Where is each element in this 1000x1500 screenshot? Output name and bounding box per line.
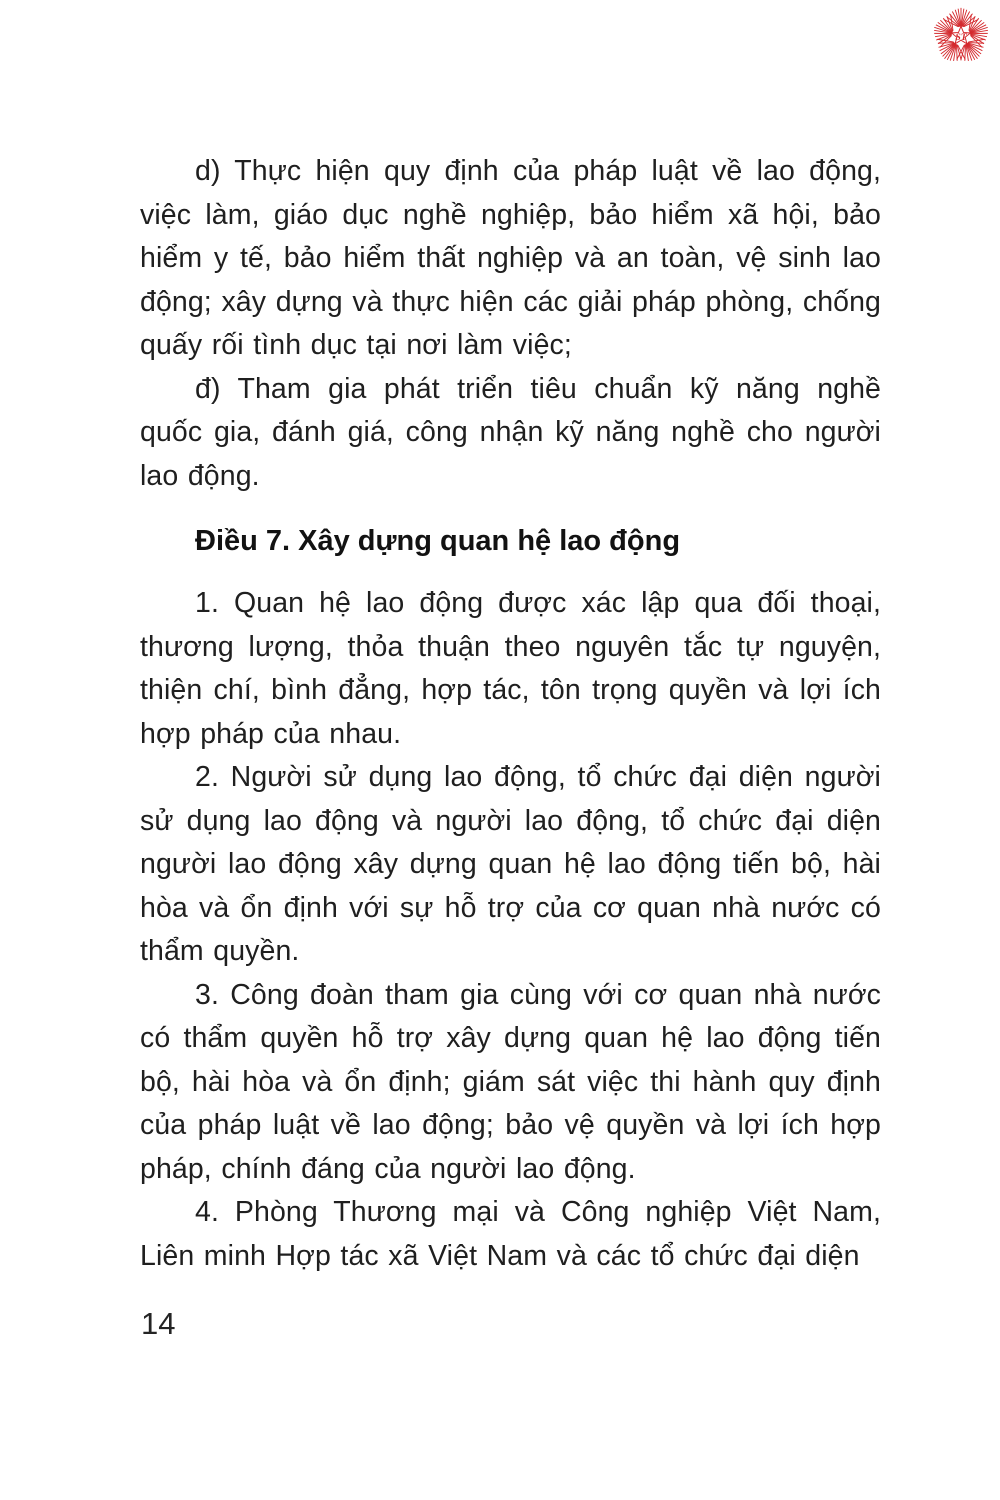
paragraph-point-dd: đ) Tham gia phát triển tiêu chuẩn kỹ năng nghề quốc gia, đánh giá, công nhận kỹ năng nghề cho người lao động.: [140, 372, 881, 492]
paragraph-clause-3: 3. Công đoàn tham gia cùng với cơ quan nhà nước có thẩm quyền hỗ trợ xây dựng quan hệ lao động tiến bộ, hài hòa và ổn định; giám sát việc thi hành quy định của pháp luật về lao động; bảo vệ quyền và lợi ích hợp pháp, chính đáng của người lao động.: [140, 978, 881, 1185]
paragraph-point-d: d) Thực hiện quy định của pháp luật về lao động, việc làm, giáo dục nghề nghiệp, bảo hiểm xã hội, bảo hiểm y tế, bảo hiểm thất nghiệp và an toàn, vệ sinh lao động; xây dựng và thực hiện các giải pháp phòng, chống quấy rối tình dục tại nơi làm việc;: [140, 155, 881, 361]
publisher-logo: [925, 2, 997, 70]
paragraph-clause-1: 1. Quan hệ lao động được xác lập qua đối thoại, thương lượng, thỏa thuận theo nguyên tắc tự nguyện, thiện chí, bình đẳng, hợp tác, tôn trọng quyền và lợi ích hợp pháp của nhau.: [140, 587, 881, 750]
page-number: 14: [141, 1306, 176, 1341]
document-body: [140, 150, 881, 1278]
star-burst-icon: [925, 2, 997, 70]
paragraph-clause-2: 2. Người sử dụng lao động, tổ chức đại diện người sử dụng lao động và người lao động, tổ chức đại diện người lao động xây dựng quan hệ lao động tiến bộ, hài hòa và ổn định với sự hỗ trợ của cơ quan nhà nước có thẩm quyền.: [140, 761, 881, 967]
logo-monogram: ST: [955, 31, 967, 43]
article-heading: Điều 7. Xây dựng quan hệ lao động: [195, 525, 681, 557]
paragraph-clause-4: 4. Phòng Thương mại và Công nghiệp Việt Nam, Liên minh Hợp tác xã Việt Nam và các tổ chức đại diện: [140, 1196, 881, 1272]
